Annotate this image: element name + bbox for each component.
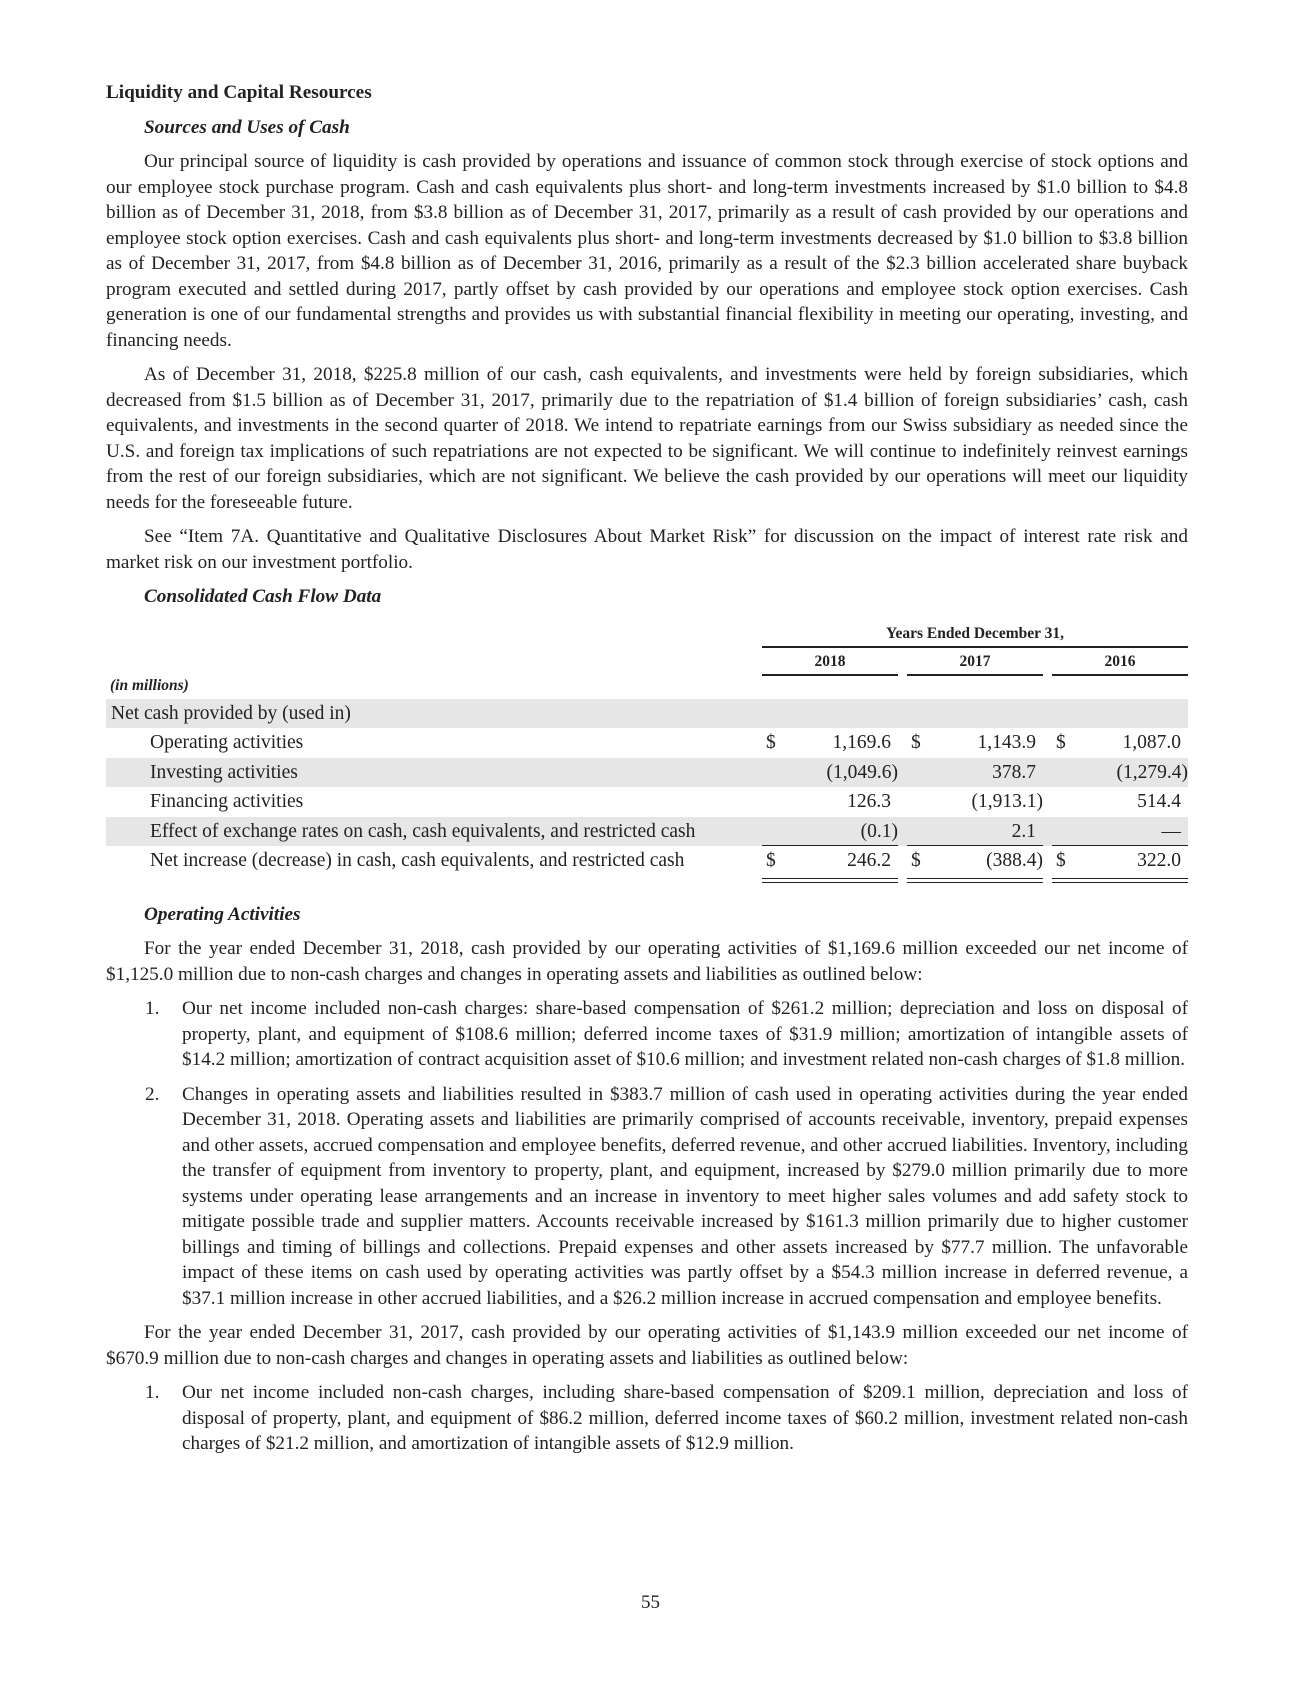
cell-value-2017: (388.4): [986, 850, 1043, 872]
row-label: Investing activities: [150, 761, 298, 783]
currency-symbol: $: [911, 850, 921, 872]
column-rule-2016: [1052, 674, 1188, 676]
cash-flow-table: [106, 624, 1188, 884]
paragraph-operating-2017: For the year ended December 31, 2017, cash provided by our operating activities of $1,143.9 million exceeded our net income of $670.9 million due to non-cash charges and changes in operating assets and liabilities as outlined below:: [106, 1322, 1188, 1369]
table-row: [106, 846, 1188, 876]
list-item: [106, 1380, 1188, 1457]
total-double-rule: [1052, 882, 1188, 883]
total-double-rule: [762, 882, 898, 883]
row-label: Effect of exchange rates on cash, cash equivalents, and restricted cash: [150, 820, 696, 842]
paragraph-market-risk-reference: See “Item 7A. Quantitative and Qualitative Disclosures About Market Risk” for discussion on the impact of interest rate risk and market risk on our investment portfolio.: [106, 526, 1188, 573]
list-text: Our net income included non-cash charges, including share-based compensation of $209.1 million, depreciation and loss of disposal of property, plant, and equipment of $86.2 million, deferred income taxes of $60.2 million, investment related non-cash charges of $21.2 million, and amortization of intangible assets of $12.9 million.: [182, 1382, 1188, 1454]
row-label: Financing activities: [150, 791, 304, 813]
table-row: [106, 728, 1188, 758]
table-row: [106, 787, 1188, 817]
cell-value-2018: (1,049.6): [826, 761, 898, 783]
cell-value-2016: 322.0: [1137, 850, 1181, 872]
table-body: [106, 699, 1188, 877]
list-text: Our net income included non-cash charges: share-based compensation of $261.2 million; depreciation and loss on disposal of property, plant, and equipment of $108.6 million; deferred income taxes of $31.9 million; amortization of intangible assets of $14.2 million; amortization of contract acquisition asset of $10.6 million; and investment related non-cash charges of $1.8 million.: [182, 998, 1188, 1070]
total-double-rule: [907, 882, 1043, 883]
column-header-2016: 2016: [1104, 652, 1136, 670]
years-ended-header: Years Ended December 31,: [886, 624, 1064, 642]
page-number: 55: [641, 1592, 660, 1613]
list-item: [106, 996, 1188, 1073]
paragraph-foreign-subsidiaries: As of December 31, 2018, $225.8 million of our cash, cash equivalents, and investments were held by foreign subsidiaries, which decreased from $1.5 billion as of December 31, 2017, primarily due to the repatriation of $1.4 billion of foreign subsidiaries’ cash, cash equivalents, and investments in the second quarter of 2018. We intend to repatriate earnings from our Swiss subsidiary as needed since the U.S. and foreign tax implications of such repatriations are not expected to be significant. We will continue to indefinitely reinvest earnings from the rest of our foreign subsidiaries, which are not significant. We believe the cash provided by our operations will meet our liquidity needs for the foreseeable future.: [106, 364, 1188, 513]
currency-symbol: $: [766, 850, 776, 872]
total-double-rule: [907, 878, 1043, 879]
total-double-rule: [1052, 878, 1188, 879]
cell-value-2016: 1,087.0: [1122, 732, 1181, 754]
units-label: (in millions): [110, 676, 189, 694]
cell-value-2017: 2.1: [1011, 820, 1036, 842]
column-rule-2018: [762, 674, 898, 676]
list-item: [106, 1082, 1188, 1312]
column-header-2017: 2017: [959, 652, 991, 670]
cell-value-2018: (0.1): [860, 820, 898, 842]
list-2018: [106, 996, 1188, 1311]
cashflow-heading: Consolidated Cash Flow Data: [144, 586, 382, 607]
section-title: Liquidity and Capital Resources: [106, 82, 372, 103]
list-2017: [106, 1380, 1188, 1457]
cell-value-2017: (1,913.1): [971, 791, 1043, 813]
currency-symbol: $: [766, 732, 776, 754]
sources-heading: Sources and Uses of Cash: [144, 116, 350, 138]
group-label: Net cash provided by (used in): [111, 702, 351, 724]
header-rule: [762, 646, 1188, 648]
cell-value-2017: 1,143.9: [977, 732, 1036, 754]
cell-value-2016: —: [1161, 820, 1181, 842]
cell-value-2018: 126.3: [847, 791, 891, 813]
currency-symbol: $: [1056, 732, 1066, 754]
column-rule-2017: [907, 674, 1043, 676]
table-row: [106, 817, 1188, 847]
list-number: 1.: [145, 1382, 160, 1403]
row-label: Operating activities: [150, 732, 304, 754]
operating-heading: Operating Activities: [144, 903, 301, 925]
column-header-2018: 2018: [814, 652, 846, 670]
table-group-row: [106, 699, 1188, 729]
list-number: 1.: [145, 998, 160, 1019]
cell-value-2018: 246.2: [847, 850, 891, 872]
document-page: [106, 80, 1188, 1466]
cell-value-2017: 378.7: [992, 761, 1036, 783]
cell-value-2018: 1,169.6: [832, 732, 891, 754]
cell-value-2016: (1,279.4): [1116, 761, 1188, 783]
list-number: 2.: [145, 1083, 160, 1105]
currency-symbol: $: [911, 732, 921, 754]
row-label: Net increase (decrease) in cash, cash equivalents, and restricted cash: [150, 850, 685, 872]
cell-value-2016: 514.4: [1137, 791, 1181, 813]
total-double-rule: [762, 878, 898, 879]
paragraph-operating-2018: For the year ended December 31, 2018, cash provided by our operating activities of $1,169.6 million exceeded our net income of $1,125.0 million due to non-cash charges and changes in operating assets and liabilities as outlined below:: [106, 938, 1188, 985]
currency-symbol: $: [1056, 850, 1066, 872]
table-row: [106, 758, 1188, 788]
paragraph-sources-of-liquidity: Our principal source of liquidity is cash provided by operations and issuance of common stock through exercise of stock options and our employee stock purchase program. Cash and cash equivalents plus short- and long-term investments increased by $1.0 billion to $4.8 billion as of December 31, 2018, from $3.8 billion as of December 31, 2017, primarily as a result of cash provided by our operations and employee stock option exercises. Cash and cash equivalents plus short- and long-term investments decreased by $1.0 billion to $3.8 billion as of December 31, 2017, from $4.8 billion as of December 31, 2016, primarily as a result of the $2.3 billion accelerated share buyback program executed and settled during 2017, partly offset by cash provided by our operations and employee stock option exercises. Cash generation is one of our fundamental strengths and provides us with substantial financial flexibility in meeting our operating, investing, and financing needs.: [106, 151, 1188, 351]
list-text: Changes in operating assets and liabilities resulted in $383.7 million of cash used in operating activities during the year ended December 31, 2018. Operating assets and liabilities are primarily comprised of accounts receivable, inventory, prepaid expenses and other assets, accrued compensation and employee benefits, deferred revenue, and other accrued liabilities. Inventory, including the transfer of equipment from inventory to property, plant, and equipment, increased by $279.0 million primarily due to more systems under operating lease arrangements and an increase in inventory to meet higher sales volumes and add safety stock to mitigate possible trade and supplier matters. Accounts receivable increased by $161.3 million primarily due to higher customer billings and timing of billings and collections. Prepaid expenses and other assets increased by $77.7 million. The unfavorable impact of these items on cash used by operating activities was partly offset by a $54.3 million increase in deferred revenue, a $37.1 million increase in other accrued liabilities, and a $26.2 million increase in accrued compensation and employee benefits.: [182, 1083, 1188, 1309]
